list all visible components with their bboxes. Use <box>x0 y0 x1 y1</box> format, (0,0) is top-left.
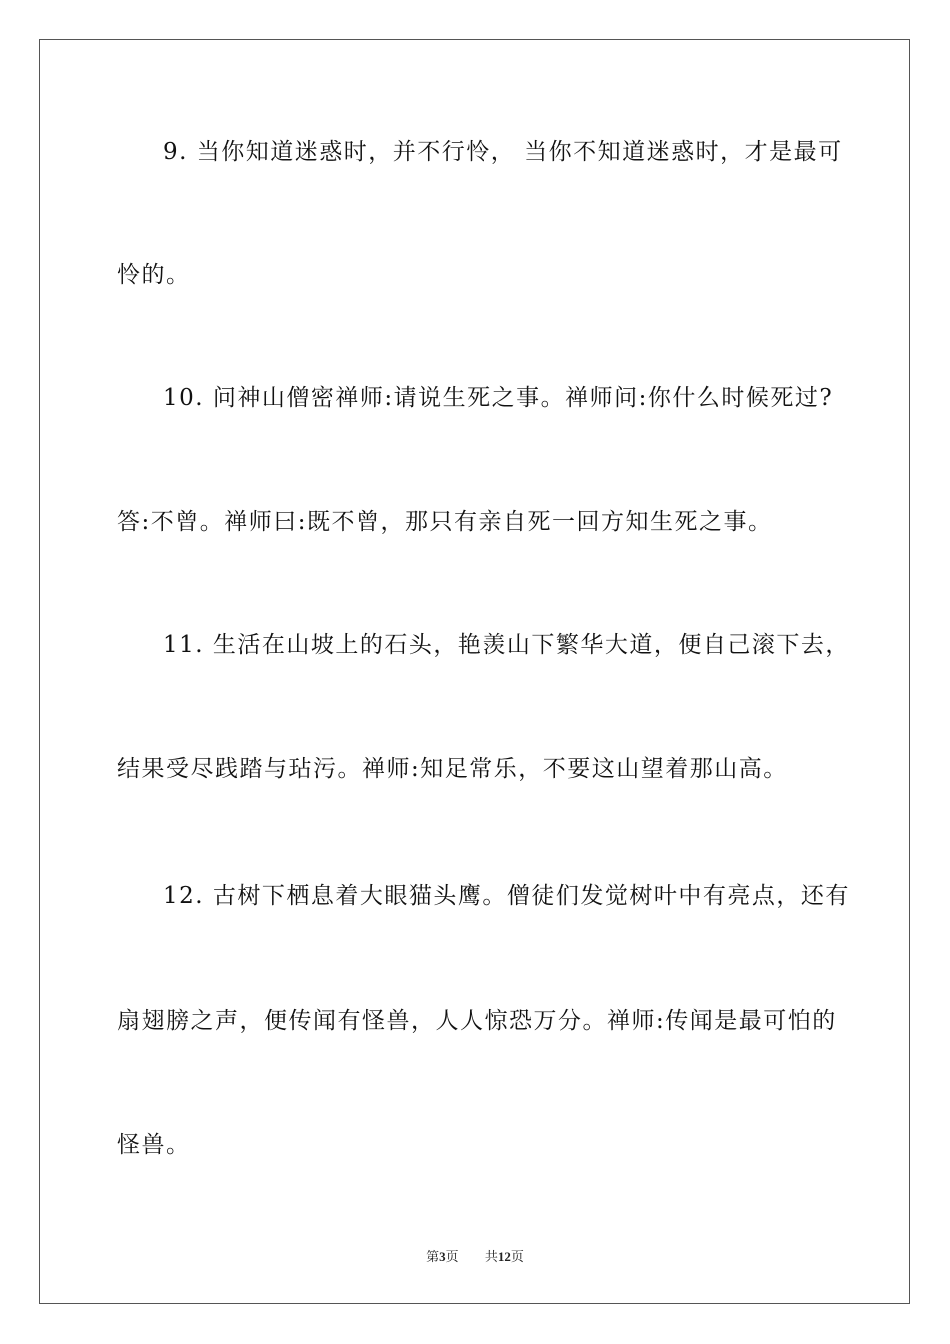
page-footer <box>0 1246 950 1265</box>
paragraph-11-line-1: 11. 生活在山坡上的石头，艳羡山下繁华大道，便自己滚下去， <box>163 632 850 658</box>
total-suffix: 页 <box>510 1250 524 1265</box>
page-suffix: 页 <box>445 1250 459 1265</box>
paragraph-12-line-3: 怪兽。 <box>117 1132 191 1158</box>
page-border <box>39 39 910 1304</box>
paragraph-9-line-1: 9. 当你知道迷惑时，并不行怜， 当你不知道迷惑时，才是最可 <box>163 139 843 165</box>
page-number <box>426 1246 459 1265</box>
page-total <box>485 1246 524 1265</box>
paragraph-10-line-2: 答:不曾。禅师曰:既不曾，那只有亲自死一回方知生死之事。 <box>117 509 773 535</box>
total-pages: 12 <box>497 1249 511 1264</box>
paragraph-10-line-1: 10. 问神山僧密禅师:请说生死之事。禅师问:你什么时候死过? <box>163 385 834 411</box>
paragraph-9-line-2: 怜的。 <box>117 262 191 288</box>
current-page: 3 <box>439 1249 446 1264</box>
paragraph-11-line-2: 结果受尽践踏与玷污。禅师:知足常乐，不要这山望着那山高。 <box>117 756 788 782</box>
total-prefix: 共 <box>484 1250 498 1265</box>
paragraph-12-line-1: 12. 古树下栖息着大眼猫头鹰。僧徒们发觉树叶中有亮点，还有 <box>163 883 850 909</box>
paragraph-12-line-2: 扇翅膀之声，便传闻有怪兽，人人惊恐万分。禅师:传闻是最可怕的 <box>117 1008 837 1034</box>
page-prefix: 第 <box>426 1250 440 1265</box>
